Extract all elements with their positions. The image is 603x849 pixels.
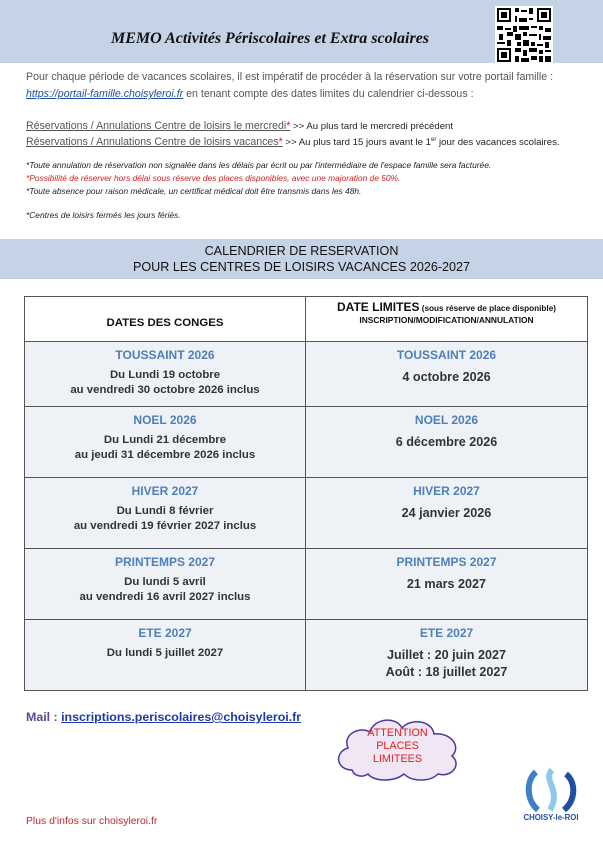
deadline-cell [306,620,588,691]
period-name: HIVER 2027 [413,484,480,498]
reservation-vacation-rule: >> Au plus tard 15 jours avant le 1er jour des vacances scolaires. [282,136,560,148]
intro-text-1: Pour chaque période de vacances scolaires, il est impératif de procéder à la réservation sur votre portail famille : [26,71,554,83]
note-absence: *Toute absence pour raison médicale, un certificat médical doit être transmis dans les 48h. [26,186,362,196]
period-name: TOUSSAINT 2026 [115,348,215,362]
mail-line [26,710,301,724]
reservation-wednesday [26,120,596,132]
reservation-vacation-label: Réservations / Annulations Centre de loisirs vacances* [26,136,283,148]
table-row [25,342,588,407]
period-dates: Du lundi 5 juillet 2027 [106,647,224,659]
qr-code-icon[interactable] [495,6,553,64]
portal-link[interactable]: https://portail-famille.choisyleroi.fr [26,88,184,100]
period-name: TOUSSAINT 2026 [396,348,497,362]
deadline-cell [306,549,588,620]
deadline-date: 4 octobre 2026 [402,370,491,384]
reservation-vacation [26,136,596,148]
note-jours-feries: *Centres de loisirs fermés les jours fériés. [26,210,181,220]
table-row [25,620,588,691]
deadline-cell [306,342,588,407]
attention-line2: PLACES [376,740,419,752]
holiday-cell [25,407,306,478]
reservation-wednesday-label: Réservations / Annulations Centre de loisirs le mercredi* [26,120,291,132]
calendar-title-line2: POUR LES CENTRES DE LOISIRS VACANCES 2026-2027 [132,260,471,274]
calendar-title-line1: CALENDRIER DE RESERVATION [204,244,399,258]
deadline-date: 21 mars 2027 [406,577,487,591]
mail-address-link[interactable]: inscriptions.periscolaires@choisyleroi.fr [61,710,302,724]
period-name: NOEL 2026 [414,413,479,427]
note-annulation: *Toute annulation de réservation non signalée dans les délais par écrit ou par l'intermédiaire de l'espace famille sera facturée. [26,160,492,170]
holiday-cell [25,342,306,407]
reservation-wednesday-rule: >> Au plus tard le mercredi précédent [290,121,454,132]
attention-line3: LIMITEES [372,753,423,765]
note-hors-delai: *Possibilité de réserver hors délai sous réserve des places disponibles, avec une majoration de 50%. [26,173,401,183]
table-row [25,407,588,478]
deadline-cell [306,478,588,549]
attention-line1: ATTENTION [367,727,428,739]
holiday-cell [25,620,306,691]
deadline-date: 24 janvier 2026 [401,506,492,520]
table-row [25,549,588,620]
header-dates-limites: DATE LIMITES (sous réserve de place disponible) INSCRIPTION/MODIFICATION/ANNULATION [306,297,588,342]
choisy-logo-icon [522,766,582,816]
page-title: MEMO Activités Périscolaires et Extra scolaires [110,30,430,47]
header-dates-conges: DATES DES CONGES [25,297,306,342]
table-header-row [25,297,588,342]
intro-text [26,69,586,103]
period-name: NOEL 2026 [133,413,197,427]
deadline-cell [306,407,588,478]
period-dates: Du Lundi 21 décembre au jeudi 31 décembre 2026 inclus [74,434,256,461]
deadline-date: Juillet : 20 juin 2027 Août : 18 juillet 2027 [385,648,508,679]
mail-label: Mail : [26,710,62,724]
intro-text-2: en tenant compte des dates limites du calendrier ci-dessous : [183,88,474,100]
period-dates: Du Lundi 19 octobre au vendredi 30 octobre 2026 inclus [70,369,260,396]
period-dates: Du lundi 5 avril au vendredi 16 avril 2027 inclus [79,576,251,603]
holiday-cell [25,478,306,549]
holiday-cell [25,549,306,620]
footer-info[interactable]: Plus d'infos sur choisyleroi.fr [26,816,158,827]
table-row [25,478,588,549]
period-dates: Du Lundi 8 février au vendredi 19 février 2027 inclus [73,505,257,532]
period-name: PRINTEMPS 2027 [114,555,216,569]
period-name: PRINTEMPS 2027 [396,555,497,569]
calendar-table [24,296,588,691]
calendar-title [0,239,603,279]
attention-text [330,727,465,766]
period-name: HIVER 2027 [131,484,199,498]
logo-text: CHOISY-le-ROI [523,813,579,822]
deadline-date: 6 décembre 2026 [395,435,498,449]
period-name: ETE 2027 [419,626,474,640]
period-name: ETE 2027 [138,626,192,640]
